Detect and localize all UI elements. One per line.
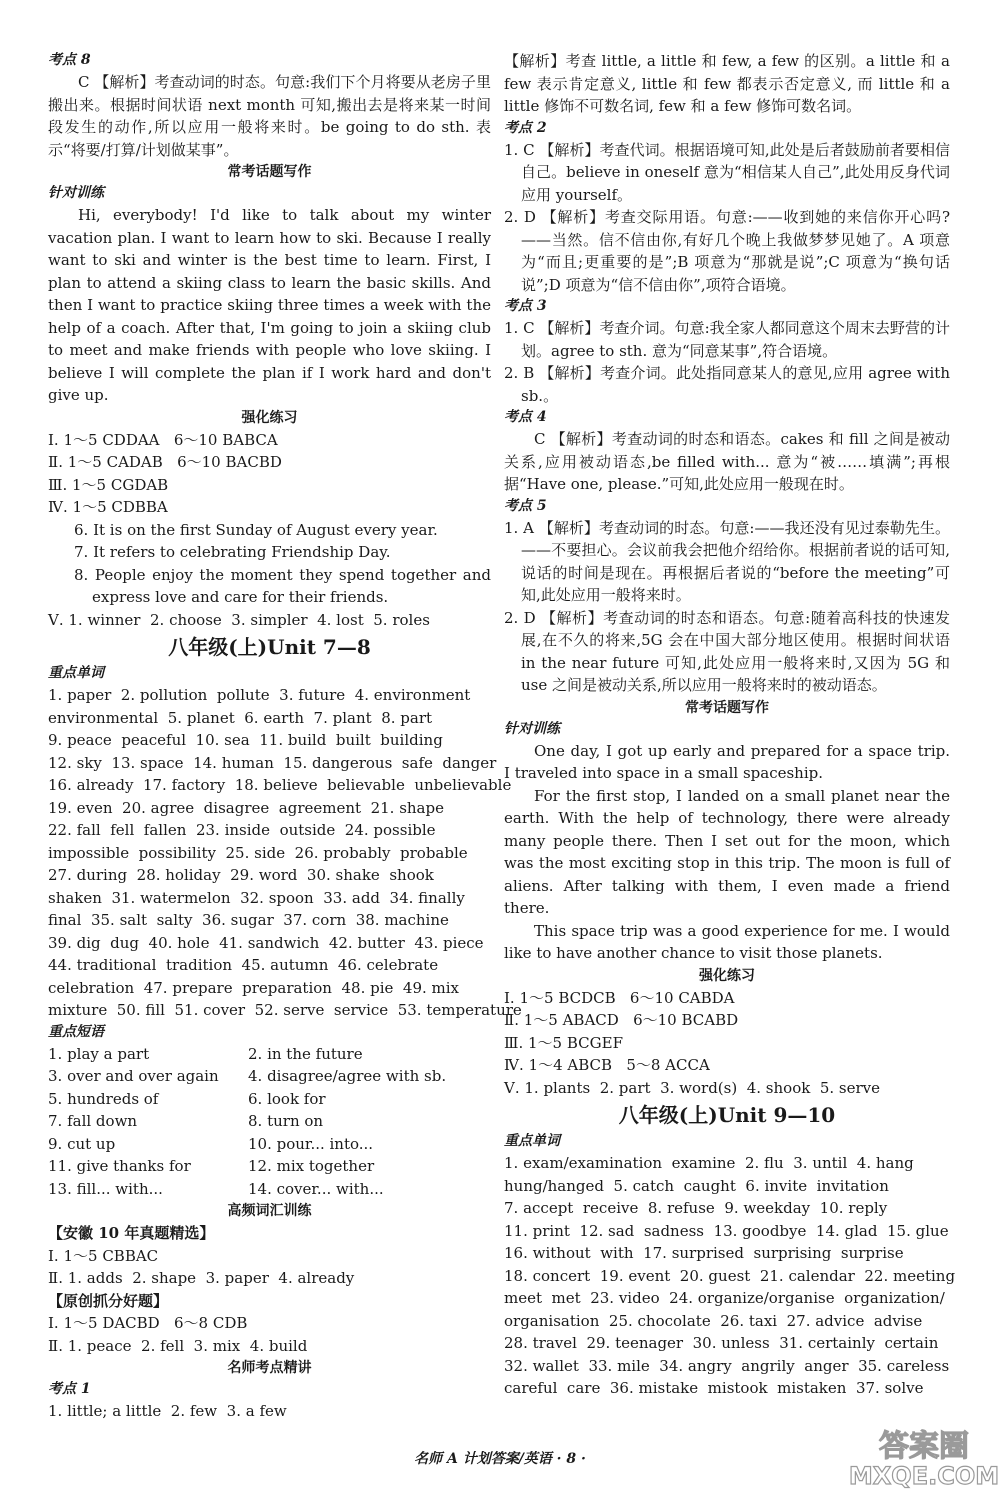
phrase: 14. cover... with...: [248, 1179, 384, 1198]
vocab-line: 27. during 28. holiday 29. word 30. shake shook: [48, 866, 434, 884]
practice-line: Ⅳ. 1～4 ABCB 5～8 ACCA: [504, 1056, 710, 1074]
vocab-line: 22. fall fell fallen 23. inside outside 24. possible: [48, 821, 436, 839]
essay-paragraph: One day, I got up early and prepared for a space trip. I traveled into space in a small spaceship.: [504, 741, 950, 782]
phrase: 1. play a part: [48, 1044, 150, 1063]
practice-line: Ⅱ. 1～5 ABACD 6～10 BCABD: [504, 1011, 739, 1029]
phrase-tag: 重点短语: [48, 1023, 104, 1040]
vocab-line: impossible possibility 25. side 26. probably probable: [48, 843, 468, 862]
anhui-tag: 【安徽 10 年真题精选】: [48, 1224, 215, 1242]
practice-line: Ⅲ. 1～5 BCGEF: [504, 1033, 623, 1052]
kd5-tag: 考点 5: [504, 497, 547, 514]
writing-heading: 常考话题写作: [227, 164, 312, 180]
vocab-line: 44. traditional tradition 45. autumn 46. celebrate: [48, 956, 439, 974]
right-column: [504, 50, 956, 1400]
original-line: Ⅱ. 1. peace 2. fell 3. mix 4. build: [48, 1336, 308, 1355]
vocab-line: celebration 47. prepare preparation 48. pie 49. mix: [48, 978, 460, 997]
vocab-line: mixture 50. fill 51. cover 52. serve service 53. temperature: [48, 1001, 522, 1019]
anhui-line: Ⅱ. 1. adds 2. shape 3. paper 4. already: [48, 1269, 355, 1287]
vocab-line: final 35. salt salty 36. sugar 37. corn 38. machine: [48, 911, 449, 929]
phrase-row: [48, 1110, 491, 1133]
vocab-line: 32. wallet 33. mile 34. angry angrily anger 35. careless: [504, 1356, 950, 1375]
vocab-line: 39. dig dug 40. hole 41. sandwich 42. butter 43. piece: [48, 933, 484, 952]
kd1-tag: 考点 1: [48, 1381, 91, 1397]
essay-paragraph: This space trip was a good experience for me. I would like to have another chance to visit those planets.: [504, 921, 950, 962]
phrase: 8. turn on: [248, 1112, 324, 1130]
kd2-tag: 考点 2: [504, 119, 547, 136]
watermark-title: 答案圈: [879, 1429, 969, 1464]
phrase: 5. hundreds of: [48, 1089, 159, 1108]
phrase: 6. look for: [248, 1089, 326, 1108]
phrase: 9. cut up: [48, 1134, 116, 1153]
vocab-tag: 重点单词: [504, 1133, 560, 1149]
intro-text: 【解析】考查 little, a little 和 few, a few 的区别。a little 和 a few 表示肯定意义, little 和 few 都表示否定意义, 而 little 和 a little 修饰不可数名词, few 和 a few 修饰可数名词。: [504, 52, 950, 115]
phrase: 10. pour... into...: [248, 1134, 374, 1153]
writing-heading: 常考话题写作: [685, 699, 769, 716]
kd2-item: 2. D 【解析】考查交际用语。句意:——收到她的来信你开心吗? ——当然。信不信由你,有好几个晚上我做梦梦见她了。A 项意为“而且;更重要的是”;B 项意为“那就是说”;C 项意为“换句话说”;D 项意为“信不信由你”,项符合语境。: [504, 208, 950, 294]
phrase: 2. in the future: [248, 1044, 363, 1063]
phrase-row: [48, 1043, 491, 1066]
kd8-tag: 考点 8: [48, 52, 91, 68]
anhui-line: Ⅰ. 1～5 CBBAC: [48, 1246, 159, 1265]
original-tag: 【原创抓分好题】: [48, 1291, 169, 1310]
practice-line: Ⅰ. 1～5 BCDCB 6～10 CABDA: [504, 988, 735, 1007]
kd3-tag: 考点 3: [504, 298, 547, 314]
left-column: [48, 50, 522, 1423]
practice-line: Ⅲ. 1～5 CGDAB: [48, 475, 169, 494]
phrase-row: [48, 1065, 491, 1088]
practice-heading: 强化练习: [699, 967, 755, 984]
vocab-line: 1. paper 2. pollution pollute 3. future 4. environment: [48, 686, 471, 704]
phrase: 3. over and over again: [48, 1067, 219, 1085]
essay-paragraph: For the first stop, I landed on a small planet near the earth. With the help of technology, there were already many people there. Then I set out for the moon, which was the most exciting stop in this trip. The moon is full of aliens. After talking with them, I even made a friend there.: [504, 786, 950, 917]
kd4-text: C 【解析】考查动词的时态和语态。cakes 和 fill 之间是被动关系,应用被动语态,be filled with... 意为“被……填满”;再根据“Have one, please.”可知,此处应用一般现在时。: [504, 430, 950, 493]
practice-line: Ⅱ. 1～5 CADAB 6～10 BACBD: [48, 453, 282, 471]
kd5-item: 2. D 【解析】考查动词的时态和语态。句意:随着高科技的快速发展,在不久的将来,5G 会在中国大部分地区使用。根据时间状语 in the near future 可知,此处应用一般将来时,又因为 5G 和 use 之间是被动关系,所以应用一般将来时的被动语态。: [504, 608, 950, 694]
phrase: 13. fill... with...: [48, 1179, 163, 1198]
vocab-line: 11. print 12. sad sadness 13. goodbye 14. glad 15. glue: [504, 1221, 949, 1240]
practice-sentence: 6. It is on the first Sunday of August every year.: [74, 520, 438, 539]
teacher-heading: 名师考点精讲: [227, 1360, 312, 1376]
kd4-tag: 考点 4: [504, 409, 547, 425]
vocab-line: hung/hanged 5. catch caught 6. invite invitation: [504, 1176, 889, 1195]
vocab-line: shaken 31. watermelon 32. spoon 33. add 34. finally: [48, 888, 465, 907]
vocab-line: 19. even 20. agree disagree agreement 21. shape: [48, 798, 444, 817]
practice-line: Ⅴ. 1. plants 2. part 3. word(s) 4. shook 5. serve: [504, 1078, 881, 1097]
phrase: 12. mix together: [248, 1157, 375, 1175]
kd8-text: C 【解析】考查动词的时态。句意:我们下个月将要从老房子里搬出来。根据时间状语 next month 可知,搬出去是将来某一时间段发生的动作,所以应用一般将来时。be going to do sth. 表示“将要/打算/计划做某事”。: [48, 73, 491, 159]
vocab-line: 18. concert 19. event 20. guest 21. calendar 22. meeting: [504, 1266, 956, 1285]
vocab-tag: 重点单词: [48, 665, 104, 681]
practice-sentence: 7. It refers to celebrating Friendship Day.: [74, 543, 391, 561]
training-tag: 针对训练: [48, 185, 104, 201]
unit-title: 八年级(上)Unit 9—10: [618, 1103, 836, 1127]
practice-line: Ⅳ. 1～5 CDBBA: [48, 498, 168, 516]
watermark-url: MXQE.COM: [848, 1462, 1000, 1490]
practice-heading: 强化练习: [241, 409, 298, 426]
high-frequency-heading: 高频词汇训练: [227, 1203, 312, 1219]
vocab-line: careful care 36. mistake mistook mistaken 37. solve: [504, 1379, 924, 1397]
vocab-line: 16. without with 17. surprised surprising surprise: [504, 1244, 904, 1262]
unit-title: 八年级(上)Unit 7—8: [168, 635, 371, 659]
phrase-row: [48, 1133, 491, 1156]
vocab-line: 9. peace peaceful 10. sea 11. build built building: [48, 731, 443, 749]
phrase-row: [48, 1155, 491, 1178]
vocab-line: 7. accept receive 8. refuse 9. weekday 10. reply: [504, 1199, 888, 1217]
page-footer: 名师 A 计划答案/英语 · 8 ·: [414, 1451, 586, 1467]
kd1-text: 1. little; a little 2. few 3. a few: [48, 1402, 287, 1420]
phrase-row: [48, 1178, 491, 1201]
practice-line: Ⅰ. 1～5 CDDAA 6～10 BABCA: [48, 430, 278, 449]
kd3-item: 2. B 【解析】考查介词。此处指同意某人的意见,应用 agree with sb.。: [504, 364, 950, 405]
original-line: Ⅰ. 1～5 DACBD 6～8 CDB: [48, 1314, 248, 1332]
phrase: 4. disagree/agree with sb.: [248, 1067, 447, 1085]
practice-sentence: 8. People enjoy the moment they spend together and express love and care for their friends.: [74, 565, 491, 606]
vocab-line: organisation 25. chocolate 26. taxi 27. advice advise: [504, 1311, 923, 1330]
essay-text: Hi, everybody! I'd like to talk about my winter vacation plan. I want to learn how to ski. Because I really want to ski and winter is the best time to learn. First, I plan to attend a skiing class to learn the basic skills. And then I want to practice skiing three times a week with the help of a coach. After that, I'm going to join a skiing club to meet and make friends with people who love skiing. I believe I will complete the plan if I work hard and don't give up.: [48, 206, 491, 404]
practice-line: Ⅴ. 1. winner 2. choose 3. simpler 4. lost 5. roles: [48, 610, 430, 629]
training-tag: 针对训练: [504, 720, 560, 737]
phrase-row: [48, 1088, 491, 1111]
vocab-line: meet met 23. video 24. organize/organise organization/: [504, 1289, 945, 1307]
kd3-item: 1. C 【解析】考查介词。句意:我全家人都同意这个周末去野营的计划。agree to sth. 意为“同意某事”,符合语境。: [504, 319, 950, 360]
vocab-line: 28. travel 29. teenager 30. unless 31. certainly certain: [504, 1334, 939, 1352]
phrase: 11. give thanks for: [48, 1157, 191, 1175]
phrase: 7. fall down: [48, 1112, 138, 1130]
vocab-line: 1. exam/examination examine 2. flu 3. until 4. hang: [504, 1154, 914, 1172]
vocab-line: 16. already 17. factory 18. believe believable unbelievable: [48, 776, 512, 794]
watermark-logo: [848, 1422, 1000, 1492]
vocab-line: 12. sky 13. space 14. human 15. dangerous safe danger: [48, 753, 497, 772]
kd2-item: 1. C 【解析】考查代词。根据语境可知,此处是后者鼓励前者要相信自己。believe in oneself 意为“相信某人自己”,此处用反身代词应用 yourself。: [504, 140, 950, 204]
kd5-item: 1. A 【解析】考查动词的时态。句意:——我还没有见过泰勒先生。——不要担心。会议前我会把他介绍给你。根据前者说的话可知,说话的时间是现在。再根据后者说的“before the meeting”可知,此处应用一般将来时。: [504, 518, 950, 604]
vocab-line: environmental 5. planet 6. earth 7. plant 8. part: [48, 708, 433, 727]
